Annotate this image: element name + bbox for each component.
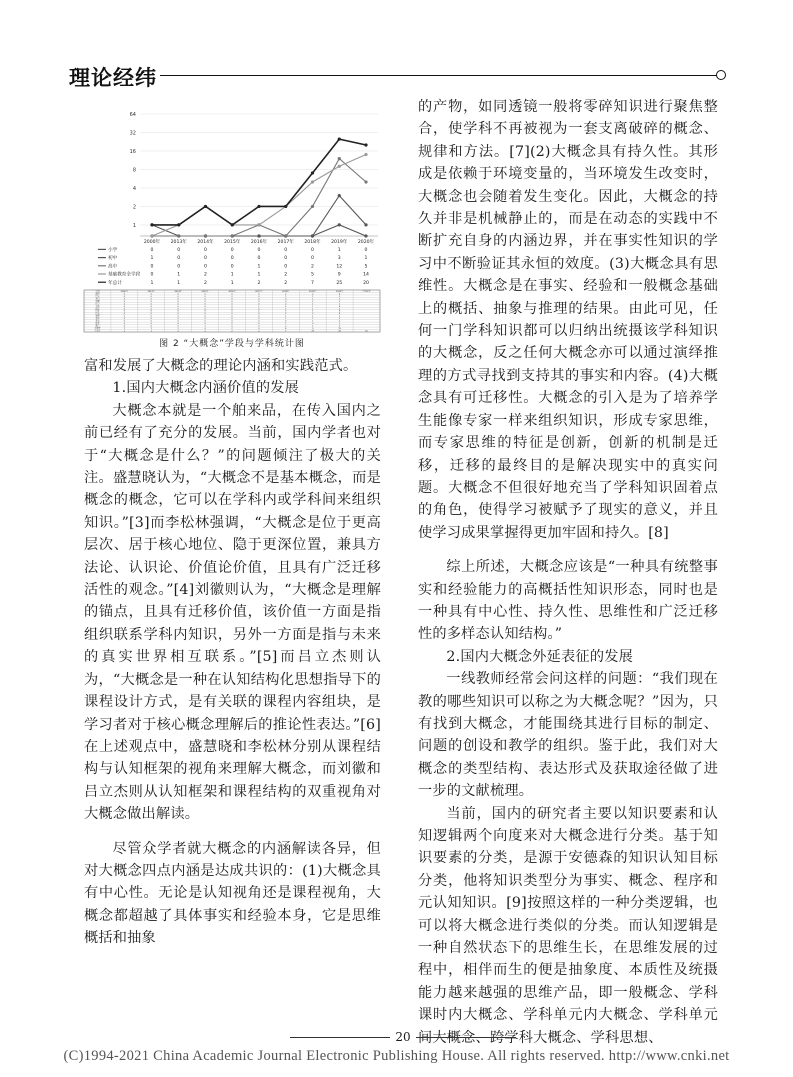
- data-table-value: 9: [337, 272, 341, 278]
- table-cell: 0: [231, 323, 233, 326]
- data-table-value: 2: [311, 264, 314, 270]
- data-table-value: 1: [177, 280, 181, 286]
- data-table-value: 0: [204, 248, 207, 253]
- data-table-value: 0: [150, 272, 154, 278]
- table-cell: 1: [312, 310, 314, 313]
- table-cell: 1: [150, 330, 152, 333]
- table-cell: 1: [285, 295, 287, 298]
- y-tick-label: 32: [129, 130, 136, 137]
- table-cell: 0: [150, 298, 152, 301]
- data-table-value: 1: [257, 272, 261, 278]
- table-cell: 2: [231, 328, 233, 331]
- table-cell: 0: [231, 300, 233, 303]
- data-table-value: 1: [230, 272, 234, 278]
- table-cell: 0: [123, 325, 126, 328]
- table-cell: 0: [204, 300, 206, 303]
- table-cell: 0: [177, 310, 179, 313]
- table-cell: 2: [285, 293, 287, 296]
- table-cell: 0: [285, 298, 287, 301]
- table-cell: 0: [177, 323, 179, 326]
- table-cell: 2: [338, 308, 341, 311]
- data-table-value: 1: [177, 272, 181, 278]
- paragraph: 1.国内大概念内涵价值的发展: [112, 380, 299, 397]
- data-table-value: 3: [337, 256, 341, 262]
- data-table-value: 0: [177, 264, 181, 270]
- table-cell: 3: [338, 325, 341, 328]
- table-cell: 3: [285, 310, 287, 313]
- table-cell: 0: [285, 320, 287, 323]
- data-point: [364, 143, 367, 146]
- x-tick-label: 2018年: [304, 240, 321, 245]
- table-cell: 1: [258, 305, 260, 308]
- table-cell: 1: [123, 330, 126, 333]
- x-tick-label: 2013年: [170, 240, 187, 245]
- copyright-footer: (C)1994-2021 China Academic Journal Electronic Publishing House. All rights reserved. http://www.cnki.net: [63, 1048, 730, 1064]
- table-header: 学科总计: [362, 290, 371, 293]
- table-cell: 1: [204, 325, 206, 328]
- table-cell: 0: [231, 325, 233, 328]
- data-point: [284, 234, 287, 237]
- table-cell: 0: [150, 320, 152, 323]
- table-cell: 0: [231, 308, 233, 311]
- data-table-value: 2: [284, 272, 288, 278]
- table-header: 2014年: [174, 290, 182, 293]
- x-tick-label: 2016年: [250, 240, 268, 245]
- table-cell: 0: [177, 315, 179, 318]
- data-point: [257, 234, 260, 237]
- data-table-value: 0: [177, 248, 181, 253]
- data-point: [311, 205, 314, 208]
- table-cell: 0: [258, 318, 260, 321]
- table-cell: 语文: [95, 295, 100, 298]
- data-table-value: 20: [363, 280, 369, 286]
- table-cell: 1: [285, 308, 287, 311]
- data-table-value: 0: [230, 264, 234, 270]
- table-cell: 15: [338, 328, 341, 331]
- table-cell: 0: [204, 323, 206, 326]
- x-tick-label: 2017年: [277, 240, 294, 245]
- table-cell: 0: [204, 328, 206, 331]
- table-cell: 0: [123, 310, 126, 313]
- y-tick-label: 16: [129, 148, 136, 155]
- table-header: 2015年: [201, 290, 209, 293]
- table-cell: 1: [204, 330, 206, 333]
- table-cell: 0: [177, 313, 179, 316]
- table-cell: 0: [231, 313, 233, 316]
- paragraph: 综上所述，大概念应该是“一种具有统整事实和经验能力的高概括性知识形态，同时也是一种具有中心性、持久性、思维性和广泛迁移性的多样态认知结构。”: [418, 559, 718, 643]
- table-cell: 1: [312, 308, 314, 311]
- series-line-年总计: [152, 139, 366, 225]
- table-cell: 信息: [95, 310, 100, 313]
- table-header: 2000年: [120, 290, 129, 293]
- paragraph: 的产物，如同透镜一般将零碎知识进行聚焦整合，使学科不再被视为一套支离破碎的概念、规律和方法。[7](2)大概念具有持久性。其形成是依赖于环境变量的，当环境发生改变时，大概念也会随着发生变化。因此，大概念的持久并非是机械静止的，而是在动态的实践中不断扩充自身的内涵边界，并在事实性知识的学习中不断验证其永恒的效度。(3)大概念具有思维性。大概念是在事实、经验和一般概念基础上的概括、抽象与推理的结果。由此可见，任何一门学科知识都可以归纳出统摄该学科知识的大概念，反之任何大概念亦可以通过演绎推理的方式寻找到支持其的事实和内容。(4)大概念具有可迁移性。大概念的引入是为了培养学生能像专家一样来组织知识，形成专家思维，而专家思维的特征是创新，创新的机制是迁移，迁移的最终目的是解决现实中的真实问题。大概念不但很好地充当了学科知识固着点的角色，使得学习被赋予了现实的意义，并且使学习成果掌握得更加牢固和持久。[8]: [418, 99, 718, 541]
- table-cell: 8: [338, 305, 341, 308]
- table-cell: 2: [258, 310, 260, 313]
- table-cell: 年总计: [94, 330, 101, 333]
- table-cell: 0: [177, 325, 179, 328]
- table-cell: 0: [123, 298, 126, 301]
- table-cell: 2: [338, 295, 341, 298]
- data-table-value: 0: [150, 264, 154, 270]
- table-cell: 0: [177, 318, 179, 321]
- table-cell: 0: [258, 320, 260, 323]
- table-cell: 0: [123, 293, 126, 296]
- data-table-value: 0: [204, 264, 207, 270]
- table-cell: 0: [150, 295, 152, 298]
- table-cell: 0: [258, 315, 260, 318]
- figure-2: [82, 108, 382, 333]
- paragraph: 富和发展了大概念的理论内涵和实践范式。: [84, 358, 358, 374]
- table-cell: 0: [177, 298, 179, 301]
- table-cell: 1: [338, 323, 341, 326]
- table-cell: 0: [204, 308, 206, 311]
- table-cell: 0: [231, 315, 233, 318]
- x-tick-label: 2014年: [197, 240, 214, 245]
- table-cell: 1: [312, 295, 314, 298]
- table-cell: 1: [338, 303, 341, 306]
- table-cell: 0: [204, 310, 206, 313]
- y-tick-label: 1: [132, 222, 136, 229]
- table-cell: 0: [150, 293, 152, 296]
- table-cell: 0: [123, 300, 126, 303]
- table-cell: 0: [204, 298, 206, 301]
- table-cell: 0: [150, 308, 152, 311]
- table-cell: 0: [258, 313, 260, 316]
- data-table-value: 0: [177, 256, 181, 262]
- footer-rule-right: [416, 1037, 516, 1038]
- x-tick-label: 2000年: [143, 240, 161, 245]
- table-header: 2020年: [335, 290, 344, 293]
- table-header: 2019年: [309, 290, 317, 293]
- data-point: [231, 234, 234, 237]
- table-cell: 0: [204, 313, 206, 316]
- table-header: 2018年: [282, 290, 290, 293]
- table-cell: 2: [338, 315, 341, 318]
- x-tick-label: 2015年: [224, 240, 241, 245]
- data-table-value: 0: [150, 248, 154, 253]
- data-table-value: 0: [284, 264, 288, 270]
- table-cell: 地理: [95, 315, 100, 318]
- paragraph: 当前，国内的研究者主要以知识要素和认知逻辑两个向度来对大概念进行分类。基于知识要素的分类，是源于安德森的知识认知目标分类，他将知识类型分为事实、概念、程序和元认知知识。[9]按照这样的一种分类逻辑，也可以将大概念进行类似的分类。而认知逻辑是一种自然状态下的思维生长，在思维发展的过程中，相伴而生的便是抽象度、本质性及统摄能力越来越强的思维产品，即一般概念、学科课时内大概念、学科单元内大概念、学科单元间大概念、跨学科大概念、学科思想、: [418, 805, 718, 1046]
- table-cell: 0: [204, 318, 206, 321]
- data-point: [257, 205, 260, 208]
- table-cell: 音乐: [95, 320, 100, 323]
- table-cell: 历史: [95, 313, 100, 316]
- data-point: [364, 223, 367, 226]
- data-table-value: 1: [337, 248, 341, 253]
- series-line-小学: [152, 225, 366, 236]
- table-cell: 0: [231, 295, 233, 298]
- paragraph: 2.国内大概念外延表征的发展: [446, 648, 633, 665]
- table-cell: 5: [285, 305, 287, 308]
- data-table-value: 1: [230, 280, 234, 286]
- data-point: [311, 234, 314, 237]
- table-cell: 1: [312, 318, 314, 321]
- table-cell: 0: [285, 300, 287, 303]
- data-table-value: 12: [336, 264, 343, 270]
- table-header: 2017年: [255, 290, 263, 293]
- paragraph: 尽管众学者就大概念的内涵解读各异，但对大概念四点内涵是达成共识的：(1)大概念具有中心性。无论是认知视角还是课程视角，大概念都超越了具体事实和经验本身，它是思维概括和抽象: [84, 840, 381, 947]
- table-cell: 0: [177, 320, 179, 323]
- data-table-value: 0: [284, 256, 288, 262]
- table-header: 2013年: [147, 290, 155, 293]
- table-cell: 0: [258, 328, 260, 331]
- data-table-value: 0: [257, 256, 261, 262]
- table-cell: 0: [177, 300, 179, 303]
- table-cell: 0: [258, 298, 260, 301]
- table-cell: 61: [365, 330, 368, 333]
- table-cell: 0: [177, 305, 179, 308]
- data-table-value: 0: [257, 248, 261, 253]
- data-point: [364, 153, 367, 156]
- table-cell: 0: [150, 305, 152, 308]
- table-cell: 0: [177, 293, 179, 296]
- table-cell: 1: [312, 325, 314, 328]
- y-tick-label: 8: [132, 167, 136, 174]
- table-cell: 0: [150, 325, 152, 328]
- table-cell: 0: [231, 303, 233, 306]
- data-table-value: 2: [204, 272, 207, 278]
- table-cell: 0: [231, 305, 233, 308]
- table-cell: 1: [123, 328, 126, 331]
- figure-caption: 图 2 “大概念”学段与学科统计图: [159, 339, 305, 349]
- data-table-value: 0: [230, 256, 234, 262]
- table-cell: 通用: [95, 293, 100, 296]
- table-cell: 0: [258, 308, 260, 311]
- footer-rule-left: [290, 1037, 390, 1038]
- table-cell: 0: [285, 303, 287, 306]
- table-cell: 4: [338, 293, 341, 296]
- data-point: [338, 194, 341, 197]
- line-chart-with-table: [82, 108, 382, 333]
- data-point: [311, 171, 314, 174]
- table-cell: 0: [258, 325, 260, 328]
- data-point: [257, 223, 260, 226]
- table-cell: 2: [177, 328, 179, 331]
- table-cell: 0: [123, 318, 126, 321]
- data-point: [338, 165, 341, 168]
- table-cell: 0: [177, 303, 179, 306]
- table-header: 2016年: [228, 290, 236, 293]
- data-point: [177, 234, 180, 237]
- table-cell: 0: [204, 293, 206, 296]
- table-cell: 0: [231, 320, 233, 323]
- table-cell: 0: [258, 323, 260, 326]
- table-cell: 0: [231, 298, 233, 301]
- table-cell: 0: [123, 323, 126, 326]
- table-cell: 0: [204, 305, 206, 308]
- table-cell: 7: [285, 330, 287, 333]
- data-table-value: 1: [257, 264, 261, 270]
- table-cell: 2: [338, 300, 341, 303]
- table-cell: 0: [150, 323, 152, 326]
- data-point: [150, 234, 153, 237]
- table-cell: 0: [150, 318, 152, 321]
- section-title: 理论经纬: [69, 66, 157, 90]
- table-cell: 0: [231, 310, 233, 313]
- table-cell: 0: [177, 295, 179, 298]
- table-cell: 1: [150, 328, 152, 331]
- table-cell: 2: [258, 330, 260, 333]
- y-tick-label: 2: [132, 204, 136, 211]
- legend-label: 基础教育全学段: [108, 272, 141, 278]
- table-cell: 大教育: [94, 328, 101, 331]
- table-cell: 2: [285, 313, 287, 316]
- table-cell: 0: [231, 318, 233, 321]
- table-cell: 0: [123, 295, 126, 298]
- data-point: [338, 137, 341, 140]
- data-table-value: 14: [363, 272, 369, 278]
- table-cell: 0: [204, 303, 206, 306]
- table-cell: 0: [123, 320, 126, 323]
- table-cell: 0: [123, 315, 126, 318]
- table-cell: 20: [338, 330, 341, 333]
- table-cell: 6: [338, 310, 341, 313]
- table-cell: 0: [312, 323, 314, 326]
- table-cell: 1: [312, 298, 314, 301]
- data-table-value: 2: [284, 280, 288, 286]
- table-cell: 美术: [95, 318, 100, 321]
- table-cell: 0: [150, 310, 152, 313]
- table-cell: 外语: [95, 298, 100, 301]
- table-cell: 0: [204, 295, 206, 298]
- table-cell: 0: [258, 293, 260, 296]
- table-cell: 0: [123, 308, 126, 311]
- table-cell: 物理: [95, 300, 100, 303]
- table-cell: 0: [150, 303, 152, 306]
- table-cell: 2: [312, 293, 314, 296]
- table-cell: 2: [177, 330, 179, 333]
- table-cell: 25: [311, 330, 315, 333]
- paragraph-gap: [418, 544, 718, 556]
- table-cell: 0: [123, 305, 126, 308]
- table-header: 学科: [95, 290, 100, 293]
- data-table-value: 0: [311, 256, 314, 262]
- left-column: [84, 355, 381, 950]
- y-tick-label: 64: [129, 112, 136, 118]
- table-cell: 生物: [95, 305, 100, 308]
- page-number: 20: [395, 1030, 411, 1044]
- table-cell: 4: [338, 313, 341, 316]
- data-table-value: 0: [284, 248, 288, 253]
- table-cell: 0: [258, 300, 260, 303]
- data-point: [177, 223, 180, 226]
- table-cell: 0: [123, 303, 126, 306]
- data-table-value: 0: [311, 248, 314, 253]
- data-point: [338, 223, 341, 226]
- table-cell: 科学: [95, 308, 100, 311]
- data-table-value: 7: [311, 280, 314, 286]
- table-cell: 0: [231, 293, 233, 296]
- table-cell: 2: [312, 313, 314, 316]
- legend-label: 小学: [108, 248, 118, 253]
- table-cell: 2: [231, 330, 233, 333]
- data-point: [204, 234, 207, 237]
- table-cell: 0: [150, 300, 152, 303]
- table-cell: 1: [338, 320, 341, 323]
- y-tick-label: 4: [132, 185, 136, 192]
- data-table-value: 25: [336, 280, 343, 286]
- table-cell: 0: [177, 308, 179, 311]
- data-table-value: 0: [364, 248, 368, 253]
- table-cell: 1: [312, 315, 314, 318]
- header-rule: [160, 75, 717, 76]
- table-cell: 1: [285, 315, 287, 318]
- data-table-value: 1: [364, 256, 368, 262]
- table-cell: 4: [285, 328, 287, 331]
- table-cell: 0: [258, 303, 260, 306]
- paragraph-gap: [84, 826, 381, 838]
- right-column: [418, 96, 718, 1049]
- data-point: [338, 157, 341, 160]
- data-point: [364, 234, 367, 237]
- data-table-value: 5: [364, 264, 368, 270]
- table-cell: 1: [338, 298, 341, 301]
- data-table-value: 1: [150, 280, 154, 286]
- x-tick-label: 2019年: [331, 240, 348, 245]
- data-table-value: 2: [204, 280, 207, 286]
- data-point: [311, 180, 314, 183]
- data-point: [231, 223, 234, 226]
- data-point: [204, 205, 207, 208]
- data-table-value: 5: [311, 272, 314, 278]
- paragraph: 一线教师经常会问这样的问题：“我们现在教的哪些知识可以称之为大概念呢？”因为，只有找到大概念，才能围绕其进行目标的制定、问题的创设和教学的组织。鉴于此，我们对大概念的类型结构、表达形式及获取途径做了进一步的文献梳理。: [418, 671, 718, 800]
- table-cell: 1: [285, 318, 287, 321]
- table-cell: 1: [312, 305, 314, 308]
- table-cell: 1: [285, 323, 287, 326]
- table-cell: 0: [204, 320, 206, 323]
- table-cell: 2: [312, 300, 314, 303]
- table-cell: 1: [312, 320, 314, 323]
- table-cell: 0: [204, 315, 206, 318]
- table-cell: 0: [123, 313, 126, 316]
- data-point: [364, 180, 367, 183]
- table-cell: 0: [258, 295, 260, 298]
- table-cell: 体育: [95, 323, 100, 326]
- data-point: [150, 223, 153, 226]
- table-cell: 3: [312, 328, 314, 331]
- header-circle-ornament: [716, 70, 726, 80]
- series-line-初中: [152, 196, 366, 236]
- table-cell: 化学: [95, 303, 100, 306]
- data-table-value: 2: [257, 280, 261, 286]
- table-cell: 2: [285, 325, 287, 328]
- legend-label: 年总计: [108, 280, 122, 286]
- table-cell: 2: [338, 318, 341, 321]
- paragraph: 大概念本就是一个舶来品，在传入国内之前已经有了充分的发展。当前，国内学者也对于“大概念是什么？”的问题倾注了极大的关注。盛慧晓认为，“大概念不是基本概念，而是概念的概念，它可以在学科内或学科间来组织知识。”[3]而李松林强调，“大概念是位于更高层次、居于核心地位、隐于更深位置，兼具方法论、认识论、价值论价值，且具有广泛迁移活性的观念。”[4]刘徽则认为，“大概念是理解的锚点，且具有迁移价值，该价值一方面是指组织联系学科内知识，另外一方面是指与未来的真实世界相互联系。”[5]而吕立杰则认为，“大概念是一种在认知结构化思想指导下的课程设计方式，是有关联的课程内容组块，是学习者对于核心概念理解后的推论性表达。”[6]在上述观点中，盛慧晓和李松林分别从课程结构与认知框架的视角来理解大概念，而刘徽和吕立杰则从认知框架和课程结构的双重视角对大概念做出解读。: [84, 402, 381, 823]
- data-point: [284, 205, 287, 208]
- table-cell: 1: [312, 303, 314, 306]
- legend-label: 高中: [108, 264, 118, 270]
- table-cell: 0: [150, 313, 152, 316]
- table-cell: 0: [150, 315, 152, 318]
- data-table-value: 0: [230, 248, 234, 253]
- x-tick-label: 2020年: [357, 240, 375, 245]
- legend-label: 初中: [108, 256, 118, 262]
- data-table-value: 1: [150, 256, 154, 262]
- data-table-value: 0: [204, 256, 207, 262]
- table-cell: 数学: [95, 325, 100, 328]
